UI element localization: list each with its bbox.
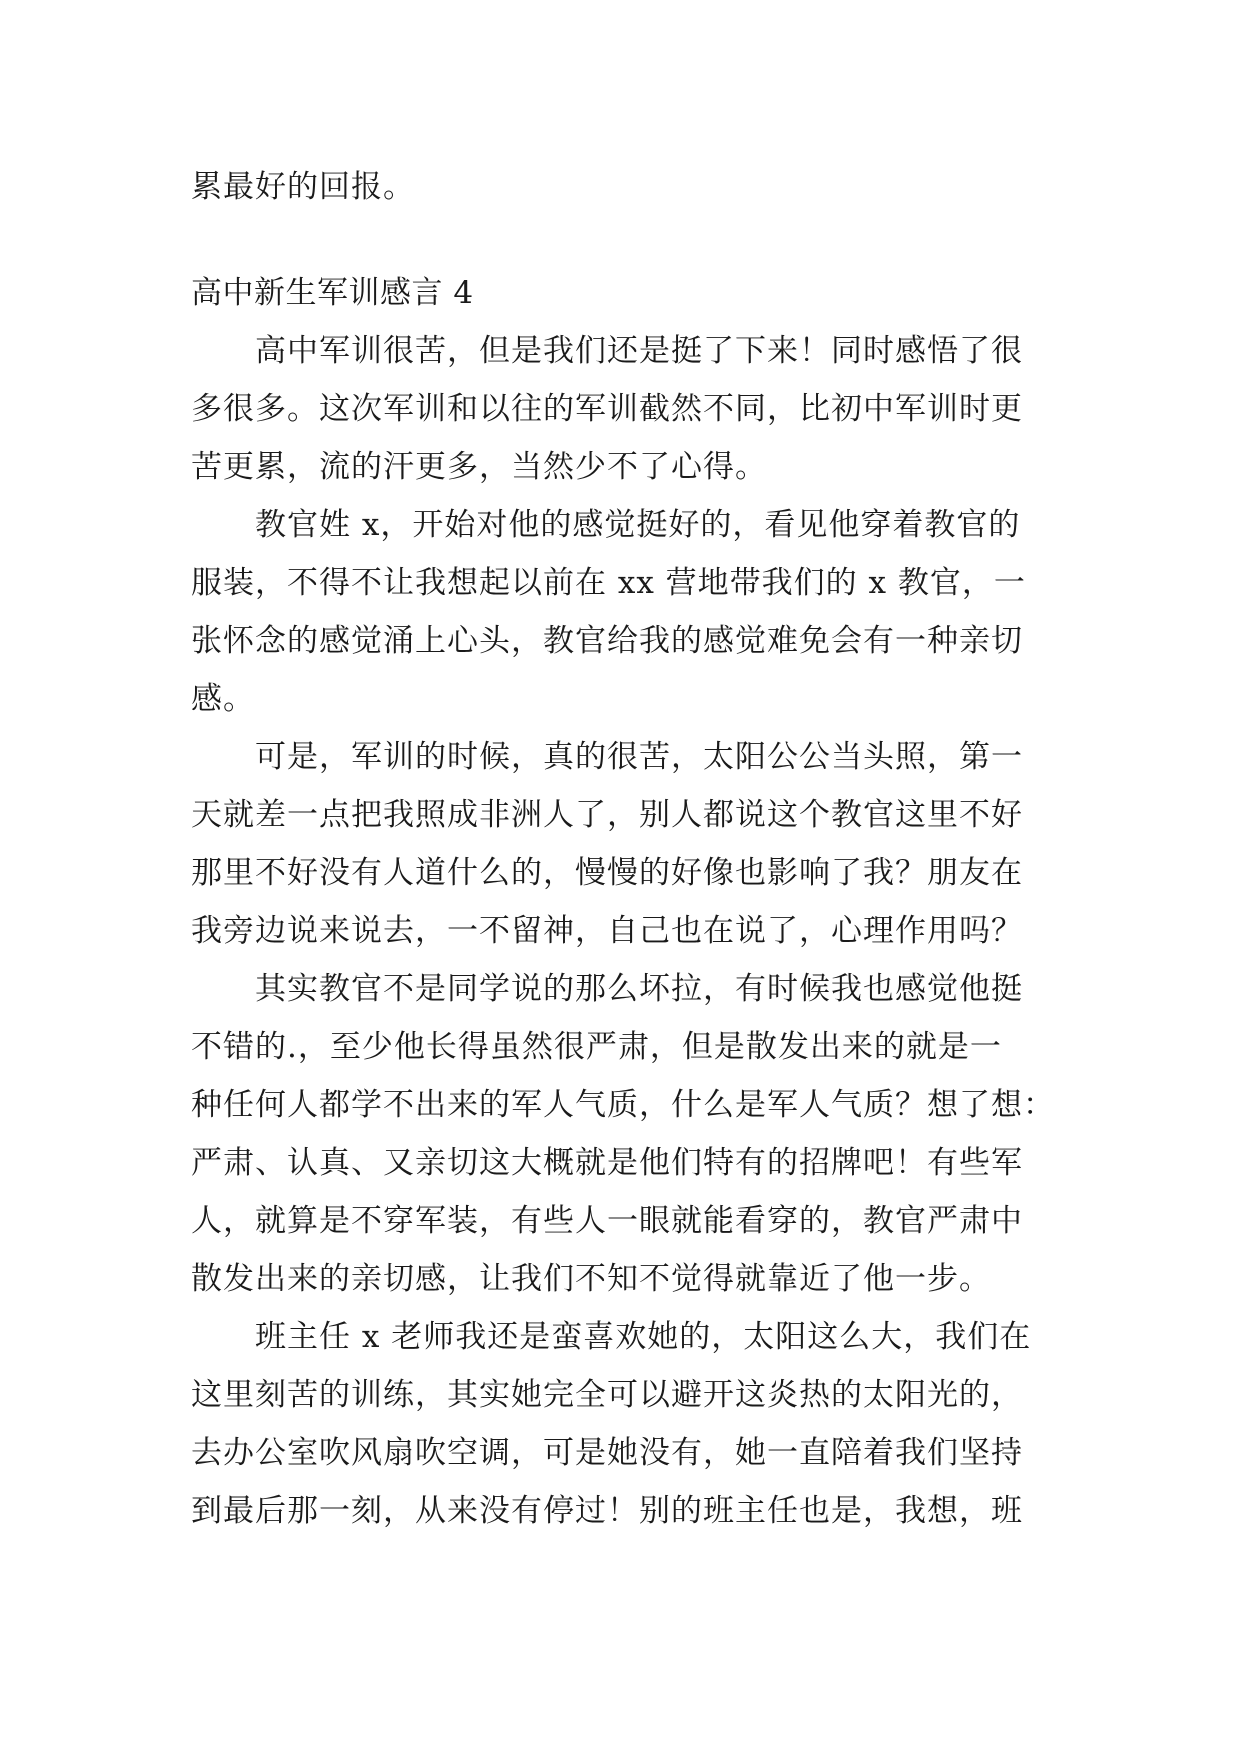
- text-line: 感。: [191, 681, 255, 717]
- paragraph-4: [191, 960, 1055, 1308]
- text-line: 不错的.，至少他长得虽然很严肃，但是散发出来的就是一: [191, 1029, 1002, 1065]
- text-line: 其实教官不是同学说的那么坏拉，有时候我也感觉他挺: [191, 971, 1023, 1007]
- paragraph-1: [191, 322, 1051, 496]
- document-body: [191, 158, 1055, 1540]
- text-line: 天就差一点把我照成非洲人了，别人都说这个教官这里不好: [191, 797, 1023, 833]
- paragraph-5: [191, 1308, 1051, 1540]
- text-line: 人，就算是不穿军装，有些人一眼就能看穿的，教官严肃中: [191, 1203, 1023, 1239]
- text-line: 张怀念的感觉涌上心头，教官给我的感觉难免会有一种亲切: [191, 623, 1023, 659]
- text-line: 高中军训很苦，但是我们还是挺了下来！同时感悟了很: [191, 333, 1023, 369]
- text-line: 可是，军训的时候，真的很苦，太阳公公当头照，第一: [191, 739, 1023, 775]
- text-line: 我旁边说来说去，一不留神，自己也在说了，心理作用吗？: [191, 913, 1023, 949]
- section-gap: [191, 216, 1051, 264]
- text-line: 到最后那一刻，从来没有停过！别的班主任也是，我想，班: [191, 1493, 1023, 1529]
- text-line: 去办公室吹风扇吹空调，可是她没有，她一直陪着我们坚持: [191, 1435, 1023, 1471]
- text-line: 班主任 x 老师我还是蛮喜欢她的，太阳这么大，我们在: [191, 1319, 1032, 1355]
- text-line: 服装，不得不让我想起以前在 xx 营地带我们的 x 教官，一: [191, 565, 1026, 601]
- text-line: 多很多。这次军训和以往的军训截然不同，比初中军训时更: [191, 391, 1023, 427]
- text-line: 散发出来的亲切感，让我们不知不觉得就靠近了他一步。: [191, 1261, 991, 1297]
- text-line: 这里刻苦的训练，其实她完全可以避开这炎热的太阳光的，: [191, 1377, 1023, 1413]
- text-line: 苦更累，流的汗更多，当然少不了心得。: [191, 449, 767, 485]
- text-line: 那里不好没有人道什么的，慢慢的好像也影响了我？朋友在: [191, 855, 1023, 891]
- section-title: 高中新生军训感言 4: [191, 275, 474, 311]
- text-line: 累最好的回报。: [191, 169, 415, 205]
- text-line: 教官姓 x，开始对他的感觉挺好的，看见他穿着教官的: [191, 507, 1021, 543]
- text-line: 严肃、认真、又亲切这大概就是他们特有的招牌吧！有些军: [191, 1145, 1023, 1181]
- paragraph-3: [191, 728, 1051, 960]
- text-line: 种任何人都学不出来的军人气质，什么是军人气质？想了想：: [191, 1087, 1055, 1123]
- paragraph-2: [191, 496, 1051, 728]
